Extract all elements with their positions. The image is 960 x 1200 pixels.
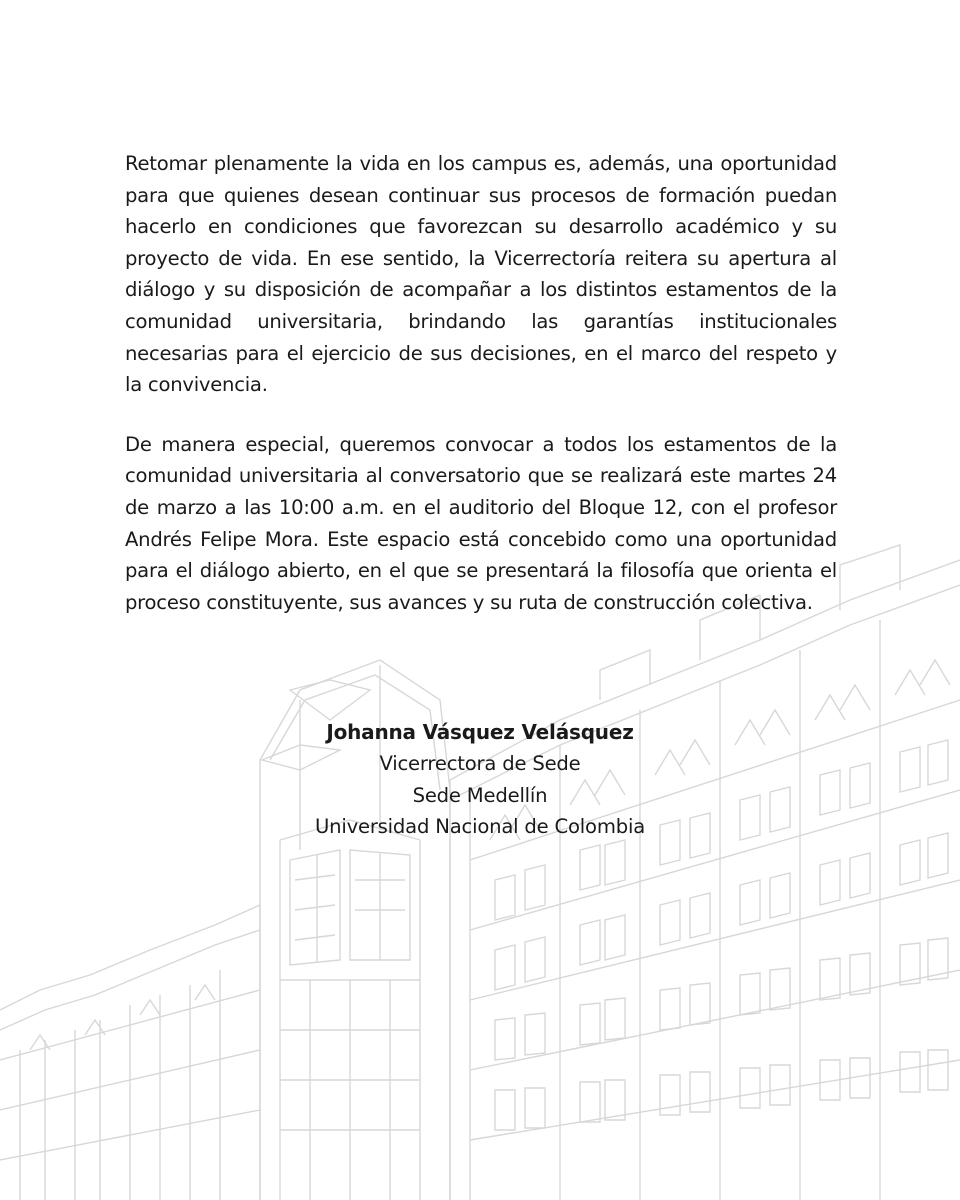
paragraph-conversatorio-invitation: De manera especial, queremos convocar a todos los estamentos de la comunidad universitaria al conversatorio que se realizará este martes 24 de marzo a las 10:00 a.m. en el auditorio del Bloque 12, con el profesor Andrés Felipe Mora. Este espacio está concebido como una oportunidad para el diálogo abierto, en el que se presentará la filosofía que orienta el proceso constituyente, sus avances y su ruta de construcción colectiva. bbox=[125, 432, 837, 614]
signatory-name: Johanna Vásquez Velásquez bbox=[326, 720, 634, 744]
signatory-title: Vicerrectora de Sede bbox=[379, 752, 581, 775]
letter-body bbox=[125, 148, 837, 618]
signatory-institution: Universidad Nacional de Colombia bbox=[314, 815, 646, 839]
left-wing-building bbox=[0, 905, 260, 1200]
signature-block bbox=[0, 716, 960, 843]
signatory-campus: Sede Medellín bbox=[412, 783, 548, 807]
right-main-building bbox=[450, 545, 960, 1200]
paragraph-campus-life: Retomar plenamente la vida en los campus es, además, una oportunidad para que quienes desean continuar sus procesos de formación puedan hacerlo en condiciones que favorezcan su desarrollo académico y su proyecto de vida. En ese sentido, la Vicerrectoría reitera su apertura al diálogo y su disposición de acompañar a los distintos estamentos de la comunidad universitaria, brindando las garantías institucionales necesarias para el ejercicio de sus decisiones, en el marco del respeto y la convivencia. bbox=[125, 152, 837, 397]
